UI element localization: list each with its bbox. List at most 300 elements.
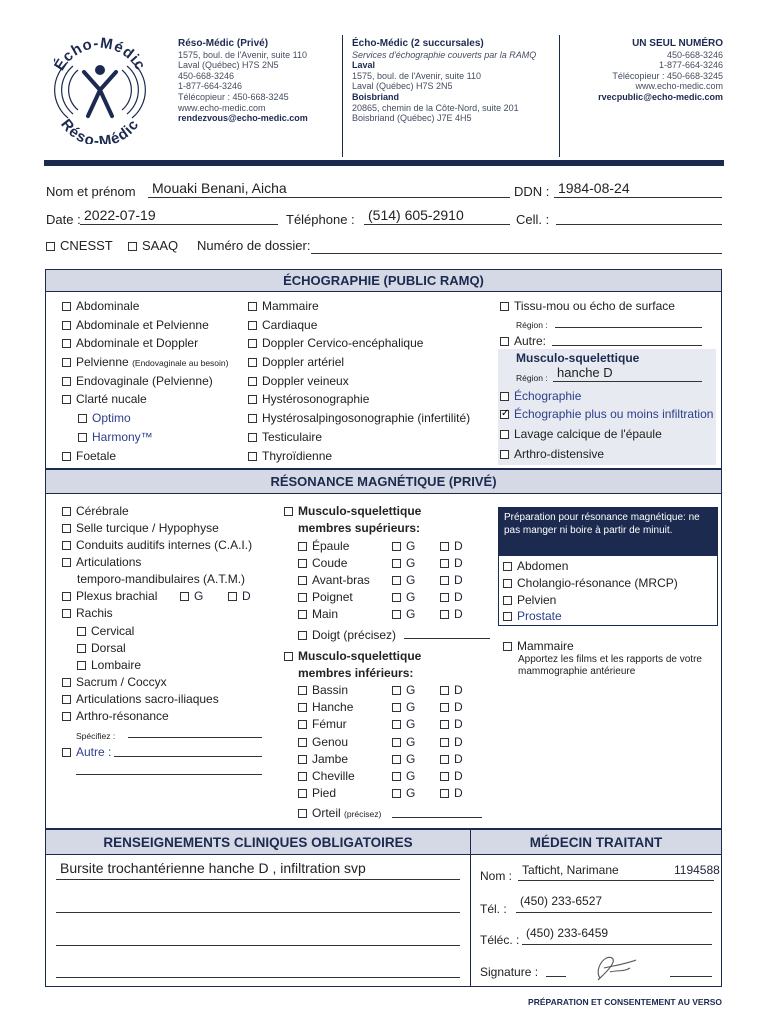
option-label: Harmony™ <box>92 430 153 444</box>
checkbox[interactable] <box>298 542 307 551</box>
checkbox[interactable] <box>392 738 401 747</box>
inf-subtitle: membres inférieurs: <box>298 666 414 680</box>
checkbox[interactable] <box>228 592 237 601</box>
side-label: G <box>406 751 416 766</box>
irm-prostate[interactable] <box>503 609 562 623</box>
echo-mammaire[interactable] <box>248 299 319 313</box>
echo-cardiaque[interactable] <box>248 318 317 332</box>
checkbox[interactable] <box>284 507 293 516</box>
boisbriand-line: Boisbriand (Québec) J7E 4H5 <box>352 113 472 124</box>
checkbox[interactable] <box>248 302 257 311</box>
option-label: Cérébrale <box>76 504 129 518</box>
option-label: Cardiaque <box>262 318 318 332</box>
logo-graphic <box>42 28 158 144</box>
option-label: Optimo <box>92 411 131 425</box>
side-label: D <box>454 786 463 801</box>
echo-pelvienne[interactable] <box>62 355 228 370</box>
checkbox[interactable] <box>62 695 71 704</box>
checkbox[interactable] <box>500 302 509 311</box>
specifiez-label: Spécifiez : <box>76 731 116 741</box>
side-label: D <box>454 769 463 783</box>
side-label: D <box>454 734 463 749</box>
option-label: Doppler veineux <box>262 374 349 388</box>
side-label: G <box>406 700 416 715</box>
limb-option[interactable] <box>298 786 336 800</box>
checkbox[interactable] <box>78 414 87 423</box>
side-g[interactable] <box>392 556 415 570</box>
checkbox[interactable] <box>248 414 257 423</box>
irm-lombaire[interactable] <box>77 658 141 672</box>
signature-line-right <box>670 976 712 977</box>
checkbox[interactable] <box>62 748 71 757</box>
checkbox[interactable] <box>392 720 401 729</box>
side-d[interactable] <box>440 539 463 553</box>
checkbox[interactable] <box>392 593 401 602</box>
cell-field[interactable] <box>556 207 722 225</box>
option-label: Testiculaire <box>262 430 323 444</box>
side-label: G <box>406 590 416 604</box>
checkbox[interactable] <box>440 559 449 568</box>
checkbox[interactable] <box>46 242 55 251</box>
option-label: Thyroïdienne <box>262 449 333 463</box>
boisbriand-title: Boisbriand <box>352 91 400 102</box>
doctor-title: MÉDECIN TRAITANT <box>471 830 721 855</box>
irm-sacro-iliaques[interactable] <box>62 692 219 706</box>
side-g[interactable] <box>392 735 415 749</box>
reso-website: www.echo-medic.com <box>178 102 266 113</box>
side-d[interactable] <box>440 607 463 621</box>
option-label: Main <box>312 607 339 621</box>
irm-articulations[interactable] <box>62 555 141 569</box>
inf-title[interactable] <box>284 649 421 663</box>
limb-option[interactable] <box>298 556 347 570</box>
irm-arthro-resonance[interactable] <box>62 709 169 723</box>
side-label: G <box>406 573 416 587</box>
checkbox[interactable] <box>248 358 257 367</box>
side-label: G <box>194 589 204 603</box>
irm-doigt[interactable] <box>298 628 396 642</box>
clinical-text-line-3[interactable] <box>56 928 460 946</box>
checkbox[interactable] <box>62 452 71 461</box>
side-label: D <box>454 539 463 553</box>
side-d[interactable] <box>440 769 463 783</box>
specifiez-field[interactable] <box>128 724 262 738</box>
plexus-d[interactable] <box>228 589 251 603</box>
option-label: Cervical <box>91 624 135 638</box>
echo-autre-field[interactable] <box>552 331 702 346</box>
irm-pelvien[interactable] <box>503 593 556 607</box>
option-label: Abdomen <box>517 559 569 573</box>
irm-rachis[interactable] <box>62 606 113 620</box>
option-label: Plexus brachial <box>76 589 158 603</box>
side-g[interactable] <box>392 590 415 604</box>
option-label: Rachis <box>76 606 113 620</box>
checkbox[interactable] <box>392 789 401 798</box>
checkbox[interactable] <box>62 339 71 348</box>
checkbox[interactable] <box>440 610 449 619</box>
echo-clarte-nucale[interactable] <box>62 392 147 406</box>
checkbox[interactable] <box>392 703 401 712</box>
option-label: Échographie <box>514 389 582 403</box>
doctor-name-label: Nom : <box>480 869 513 883</box>
irm-cai[interactable] <box>62 538 252 552</box>
option-label: Articulations sacro-iliaques <box>76 692 219 706</box>
saaq-option[interactable] <box>128 238 178 253</box>
irm-orteil[interactable] <box>298 806 381 821</box>
option-label: Cholangio-résonance (MRCP) <box>517 576 678 590</box>
checkbox[interactable] <box>440 772 449 781</box>
checkbox[interactable] <box>500 337 509 346</box>
option-label: Poignet <box>312 590 353 604</box>
checkbox[interactable] <box>392 542 401 551</box>
checkbox[interactable] <box>392 576 401 585</box>
limb-option[interactable] <box>298 607 338 621</box>
patient-name-field[interactable]: Mouaki Benani, Aicha <box>148 180 510 198</box>
reso-title: Réso-Médic (Privé) <box>178 38 269 49</box>
option-label: Doppler artériel <box>262 355 345 369</box>
checkbox[interactable] <box>298 755 307 764</box>
option-label: Épaule <box>312 539 350 553</box>
echo-musculo-echographie[interactable] <box>500 389 581 403</box>
option-label: Dorsal <box>91 641 126 655</box>
echo-lavage-calcique[interactable] <box>500 427 662 441</box>
echo-section-title: ÉCHOGRAPHIE (PUBLIC RAMQ) <box>46 270 721 292</box>
checkbox[interactable] <box>440 738 449 747</box>
option-label: Pelvien <box>517 593 557 607</box>
checkbox[interactable] <box>62 558 71 567</box>
checkbox[interactable] <box>503 562 512 571</box>
checkbox[interactable] <box>298 559 307 568</box>
echo-doppler-arteriel[interactable] <box>248 355 344 369</box>
checkbox[interactable] <box>503 642 512 651</box>
checkbox[interactable] <box>78 433 87 442</box>
option-label: Pelvienne <box>76 355 129 369</box>
clinical-text-line-4[interactable] <box>56 960 460 978</box>
limb-option[interactable] <box>298 752 348 766</box>
checkbox[interactable] <box>62 541 71 550</box>
checkbox[interactable] <box>440 789 449 798</box>
checkbox[interactable] <box>298 772 307 781</box>
irm-abdomen[interactable] <box>503 559 568 573</box>
irm-sacrum[interactable] <box>62 675 167 689</box>
logo-bottom-text: Réso-Médic <box>57 115 143 144</box>
checkbox[interactable] <box>298 789 307 798</box>
doctor-fax-field[interactable]: (450) 233-6459 <box>522 925 712 945</box>
cnesst-option[interactable] <box>46 238 113 253</box>
reso-line: Télécopieur : 450-668-3245 <box>178 91 289 102</box>
limb-option[interactable] <box>298 590 353 604</box>
checkbox[interactable] <box>62 524 71 533</box>
echo-abdo-doppler[interactable] <box>62 336 198 350</box>
sup-title[interactable] <box>284 504 421 518</box>
checkbox[interactable] <box>77 627 86 636</box>
laval-title: Laval <box>352 60 376 71</box>
option-label: Autre: <box>514 334 547 348</box>
doctor-name-field[interactable]: Tafticht, Narimane <box>518 862 714 881</box>
checkbox[interactable] <box>440 720 449 729</box>
irm-atm-label: temporo-mandibulaires (A.T.M.) <box>77 572 246 586</box>
side-g[interactable] <box>392 769 415 783</box>
side-d[interactable] <box>440 786 463 800</box>
irm-plexus[interactable] <box>62 589 157 603</box>
side-label: G <box>406 556 416 570</box>
echo-testiculaire[interactable] <box>248 430 322 444</box>
checkbox[interactable] <box>503 579 512 588</box>
side-d[interactable] <box>440 573 463 587</box>
checkbox[interactable] <box>440 703 449 712</box>
checkbox[interactable] <box>298 686 307 695</box>
checkbox[interactable] <box>62 592 71 601</box>
checkbox[interactable] <box>62 377 71 386</box>
checkbox[interactable] <box>440 542 449 551</box>
side-g[interactable] <box>392 683 415 697</box>
irm-cholangio[interactable] <box>503 576 678 590</box>
laval-line: Laval (Québec) H7S 2N5 <box>352 81 453 92</box>
cnesst-label: CNESST <box>60 238 113 253</box>
echo-harmony[interactable] <box>78 430 153 444</box>
side-g[interactable] <box>392 717 415 731</box>
side-d[interactable] <box>440 683 463 697</box>
checkbox[interactable] <box>180 592 189 601</box>
checkbox[interactable] <box>298 720 307 729</box>
irm-dorsal[interactable] <box>77 641 126 655</box>
signature-drawing[interactable] <box>590 950 640 984</box>
option-label: Conduits auditifs internes (C.A.I.) <box>76 538 253 552</box>
side-g[interactable] <box>392 786 415 800</box>
checkbox[interactable] <box>248 433 257 442</box>
checkbox[interactable] <box>77 644 86 653</box>
side-label: D <box>454 590 463 604</box>
option-label: Doigt (précisez) <box>312 628 397 642</box>
echo-musculo-infiltration[interactable] <box>500 407 713 421</box>
header-separator <box>559 35 560 157</box>
number-title: UN SEUL NUMÉRO <box>632 38 723 49</box>
side-g[interactable] <box>392 573 415 587</box>
sup-title-label: Musculo-squelettique <box>298 504 422 518</box>
tissu-region-field[interactable] <box>555 313 702 328</box>
side-g[interactable] <box>392 607 415 621</box>
echo-abdominale[interactable] <box>62 299 139 313</box>
dossier-label: Numéro de dossier: <box>197 238 311 253</box>
side-g[interactable] <box>392 700 415 714</box>
checkbox[interactable] <box>500 392 509 401</box>
echo-hysterosonographie[interactable] <box>248 392 369 406</box>
side-d[interactable] <box>440 556 463 570</box>
side-label: D <box>454 751 463 766</box>
checkbox[interactable] <box>298 738 307 747</box>
echo-doppler-veineux[interactable] <box>248 374 349 388</box>
ddn-field[interactable]: 1984-08-24 <box>554 180 722 198</box>
checkbox[interactable] <box>128 242 137 251</box>
irm-section-title: RÉSONANCE MAGNÉTIQUE (PRIVÉ) <box>46 470 721 494</box>
side-label: G <box>406 734 416 749</box>
option-label: Avant-bras <box>312 573 370 587</box>
checkbox[interactable] <box>298 610 307 619</box>
echo-thyroidienne[interactable] <box>248 449 332 463</box>
mammaire-note: Apportez les films et les rapports de votre mammographie antérieure <box>518 654 702 677</box>
checkbox[interactable] <box>298 593 307 602</box>
orteil-field[interactable] <box>392 803 482 818</box>
reso-line: 450-668-3246 <box>178 70 235 81</box>
checkbox[interactable] <box>503 596 512 605</box>
irm-cervical[interactable] <box>77 624 134 638</box>
option-label: Mammaire <box>517 639 574 653</box>
checkbox[interactable] <box>62 507 71 516</box>
option-note: (Endovaginale au besoin) <box>132 358 229 368</box>
checkbox[interactable] <box>248 377 257 386</box>
checkbox[interactable] <box>248 321 257 330</box>
checkbox[interactable] <box>392 755 401 764</box>
musculo-title: Musculo-squelettique <box>516 351 640 365</box>
checkbox[interactable] <box>392 686 401 695</box>
option-label: Hystérosonographie <box>262 392 370 406</box>
option-label: Abdominale <box>76 299 140 313</box>
option-label: Mammaire <box>262 299 319 313</box>
clinical-text-line-1[interactable]: Bursite trochantérienne hanche D , infiltration svp <box>56 859 460 880</box>
side-label: G <box>406 539 416 553</box>
side-d[interactable] <box>440 700 463 714</box>
reso-line: Laval (Québec) H7S 2N5 <box>178 60 279 71</box>
irm-autre[interactable] <box>62 745 111 759</box>
option-label: Lavage calcique de l'épaule <box>514 427 662 441</box>
echo-foetale[interactable] <box>62 449 116 463</box>
checkbox[interactable] <box>248 452 257 461</box>
checkbox[interactable] <box>298 809 307 818</box>
header-rule <box>44 160 724 166</box>
number-line: 450-668-3246 <box>666 49 723 60</box>
limb-option[interactable] <box>298 539 349 553</box>
limb-option[interactable] <box>298 769 355 783</box>
checkbox-checked[interactable] <box>500 410 509 419</box>
checkbox[interactable] <box>298 703 307 712</box>
telephone-field[interactable]: (514) 605-2910 <box>364 207 510 225</box>
checkbox[interactable] <box>284 652 293 661</box>
side-label: D <box>454 683 463 697</box>
limb-option[interactable] <box>298 683 348 697</box>
side-d[interactable] <box>440 717 463 731</box>
side-label: D <box>454 607 463 621</box>
limb-option[interactable] <box>298 573 370 587</box>
saaq-label: SAAQ <box>142 238 179 253</box>
checkbox[interactable] <box>62 302 71 311</box>
option-label: Échographie plus ou moins infiltration <box>514 407 714 421</box>
checkbox[interactable] <box>392 772 401 781</box>
checkbox[interactable] <box>62 678 71 687</box>
reso-email: rendezvous@echo-medic.com <box>178 113 308 124</box>
echo-title: Écho-Médic (2 succursales) <box>352 38 484 49</box>
irm-selle-turcique[interactable] <box>62 521 219 535</box>
doigt-field[interactable] <box>404 624 490 639</box>
checkbox[interactable] <box>77 661 86 670</box>
option-label: Arthro-distensive <box>514 447 605 461</box>
number-line: 1-877-664-3246 <box>658 60 723 71</box>
dossier-field[interactable] <box>311 236 722 254</box>
checkbox[interactable] <box>62 395 71 404</box>
echo-subtitle: Services d'échographie couverts par la RAMQ <box>352 49 537 60</box>
musculo-region-field[interactable]: hanche D <box>553 365 702 382</box>
number-email: rvecpublic@echo-medic.com <box>598 91 723 102</box>
side-d[interactable] <box>440 735 463 749</box>
irm-cerebrale[interactable] <box>62 504 129 518</box>
inf-title-label: Musculo-squelettique <box>298 649 422 663</box>
side-label: D <box>242 589 251 603</box>
checkbox[interactable] <box>392 559 401 568</box>
checkbox[interactable] <box>440 593 449 602</box>
side-d[interactable] <box>440 590 463 604</box>
echo-abdo-pelvienne[interactable] <box>62 318 209 332</box>
option-label: Abdominale et Doppler <box>76 336 199 350</box>
side-label: G <box>406 607 416 621</box>
svg-text:Réso-Médic <box>57 116 143 144</box>
checkbox[interactable] <box>248 339 257 348</box>
date-field[interactable]: 2022-07-19 <box>80 207 278 225</box>
side-label: G <box>406 769 416 783</box>
checkbox[interactable] <box>500 450 509 459</box>
checkbox[interactable] <box>500 430 509 439</box>
checkbox[interactable] <box>62 609 71 618</box>
echo-tissu-mou[interactable] <box>500 299 675 313</box>
checkbox[interactable] <box>392 610 401 619</box>
checkbox[interactable] <box>62 321 71 330</box>
checkbox[interactable] <box>440 755 449 764</box>
irm-mammaire[interactable] <box>503 639 574 653</box>
option-label: Autre : <box>76 745 112 759</box>
header-col-reso <box>178 38 308 124</box>
musculo-region-label: Région : <box>516 373 548 383</box>
option-label: Endovaginale (Pelvienne) <box>76 374 213 388</box>
side-label: G <box>406 786 416 801</box>
checkbox[interactable] <box>298 631 307 640</box>
header-separator <box>342 35 343 157</box>
option-note: (précisez) <box>344 809 382 819</box>
echo-endovaginale[interactable] <box>62 374 213 388</box>
echo-hysterosalpingo[interactable] <box>248 411 470 425</box>
echo-doppler-cervico[interactable] <box>248 336 423 350</box>
irm-autre-field-2[interactable] <box>76 760 262 775</box>
logo-top-text: Écho-Médic <box>50 34 150 74</box>
checkbox[interactable] <box>298 576 307 585</box>
checkbox[interactable] <box>503 612 512 621</box>
checkbox[interactable] <box>440 576 449 585</box>
option-label: Doppler Cervico-encéphalique <box>262 336 424 350</box>
side-g[interactable] <box>392 539 415 553</box>
checkbox[interactable] <box>248 395 257 404</box>
option-label: Coude <box>312 556 348 570</box>
side-g[interactable] <box>392 752 415 766</box>
echo-arthro-distensive[interactable] <box>500 447 604 461</box>
limb-option[interactable] <box>298 735 348 749</box>
limb-option[interactable] <box>298 717 347 731</box>
side-label: G <box>406 717 416 732</box>
clinical-text-line-2[interactable] <box>56 895 460 913</box>
checkbox[interactable] <box>62 358 71 367</box>
side-d[interactable] <box>440 752 463 766</box>
checkbox[interactable] <box>62 712 71 721</box>
plexus-g[interactable] <box>180 589 203 603</box>
limb-option[interactable] <box>298 700 353 714</box>
signature-label: Signature : <box>480 965 539 979</box>
checkbox[interactable] <box>440 686 449 695</box>
header-col-echo <box>352 38 536 124</box>
echo-autre[interactable] <box>500 334 546 348</box>
reso-line: 1575, boul. de l'Avenir, suite 110 <box>178 49 307 60</box>
option-label: Prostate <box>517 609 562 623</box>
boisbriand-line: 20865, chemin de la Côte-Nord, suite 201 <box>352 102 519 113</box>
echo-optimo[interactable] <box>78 411 131 425</box>
irm-autre-field[interactable] <box>114 742 262 757</box>
side-label: D <box>454 700 463 715</box>
doctor-tel-field[interactable]: (450) 233-6527 <box>516 893 712 913</box>
